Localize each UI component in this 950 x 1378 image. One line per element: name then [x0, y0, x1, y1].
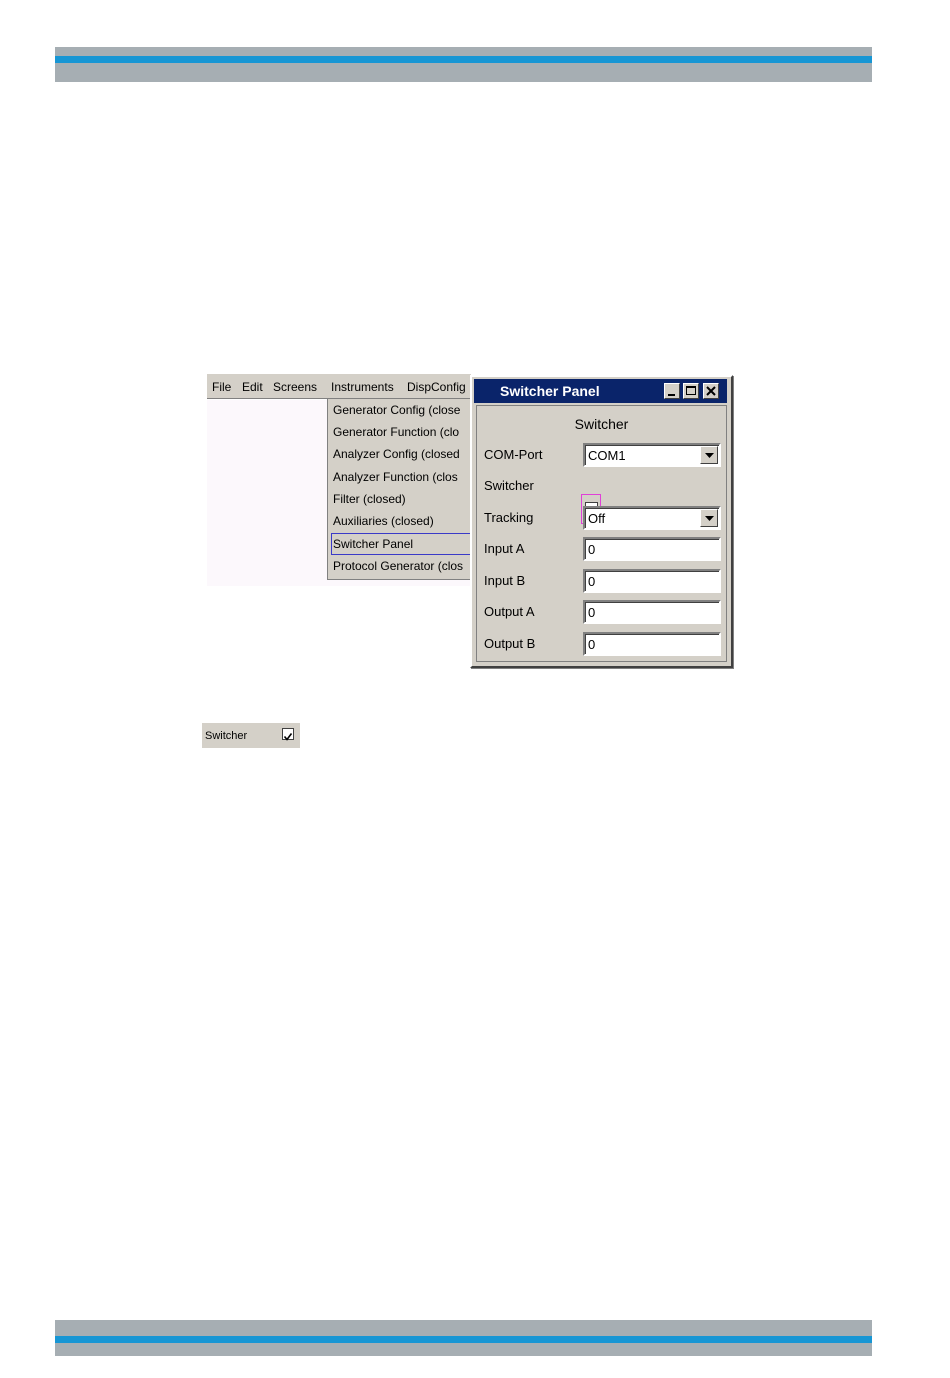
close-button[interactable]: [703, 383, 719, 399]
com-port-value: COM1: [588, 448, 626, 463]
menu-item-switcher-panel[interactable]: Switcher Panel: [333, 537, 414, 551]
panel-heading: Switcher: [574, 416, 629, 432]
menu-item-analyzer-config[interactable]: Analyzer Config (closed: [333, 447, 460, 461]
menu-item-protocol-generator[interactable]: Protocol Generator (clos: [333, 559, 464, 573]
input-b-value: 0: [588, 574, 596, 589]
com-port-dropdown-button[interactable]: [700, 446, 718, 464]
output-a-value: 0: [588, 605, 596, 620]
instruments-dropdown: [327, 399, 472, 580]
chevron-down-icon: [705, 453, 714, 458]
output-b-value: 0: [588, 637, 596, 652]
footer-blue-stripe: [55, 1336, 872, 1343]
switcher-label: Switcher: [484, 478, 534, 493]
output-a-label: Output A: [484, 604, 535, 619]
chevron-down-icon: [705, 516, 714, 521]
maximize-button[interactable]: [683, 383, 699, 399]
menu-dispconfig[interactable]: DispConfig: [407, 380, 466, 394]
tracking-dropdown-button[interactable]: [700, 509, 718, 527]
header-blue-stripe: [55, 56, 872, 63]
panel-body: [476, 405, 727, 662]
close-icon: [704, 384, 718, 398]
title-bar: [474, 379, 727, 403]
menu-edit[interactable]: Edit: [242, 380, 263, 394]
input-b-label: Input B: [484, 573, 526, 588]
com-port-select[interactable]: [583, 443, 721, 467]
menu-item-generator-config[interactable]: Generator Config (close: [333, 403, 461, 417]
input-a-field[interactable]: [583, 537, 721, 561]
menu-item-filter[interactable]: Filter (closed): [333, 492, 406, 506]
menu-item-auxiliaries[interactable]: Auxiliaries (closed): [333, 514, 434, 528]
output-b-field[interactable]: [583, 632, 721, 656]
input-a-value: 0: [588, 542, 596, 557]
menu-instruments[interactable]: Instruments: [331, 380, 394, 394]
tracking-label: Tracking: [484, 510, 534, 525]
input-b-field[interactable]: [583, 569, 721, 593]
screenshot-figure: [207, 374, 732, 666]
switcher-detail-label: Switcher: [205, 730, 248, 742]
com-port-label: COM-Port: [484, 447, 543, 462]
menubar: [207, 374, 471, 399]
menu-item-analyzer-function[interactable]: Analyzer Function (clos: [333, 470, 458, 484]
menu-screens[interactable]: Screens: [273, 380, 318, 394]
switcher-panel-window: [470, 375, 733, 668]
checkmark-icon: [283, 732, 293, 742]
output-b-label: Output B: [484, 636, 536, 651]
minimize-icon: [665, 384, 679, 398]
switcher-control-detail: [202, 723, 300, 748]
output-a-field[interactable]: [583, 600, 721, 624]
switcher-detail-checkbox[interactable]: [282, 728, 294, 740]
input-a-label: Input A: [484, 541, 525, 556]
maximize-icon: [684, 384, 698, 398]
header-band: [55, 47, 872, 82]
tracking-select[interactable]: [583, 506, 721, 530]
tracking-value: Off: [588, 511, 606, 526]
minimize-button[interactable]: [664, 383, 680, 399]
footer-band: [55, 1320, 872, 1356]
menu-item-generator-function[interactable]: Generator Function (clo: [333, 425, 460, 439]
window-title: Switcher Panel: [500, 383, 600, 399]
menu-file[interactable]: File: [212, 380, 232, 394]
